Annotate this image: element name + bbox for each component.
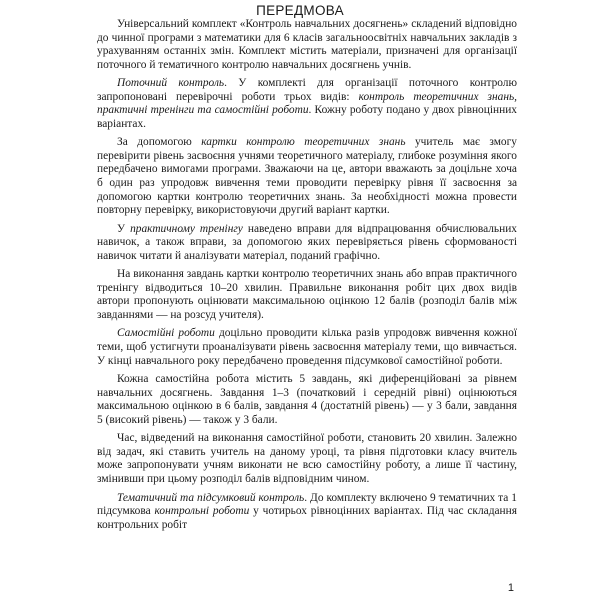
text-run: контрольні роботи <box>154 505 250 518</box>
paragraph-practical-training <box>97 223 517 264</box>
text-run: контроль теоретичних знань, практичні тренінги та самостійні роботи <box>97 90 518 117</box>
preface-body <box>97 18 517 532</box>
text-run: На виконання завдань картки контролю теоретичних знань або вправ практичного тренінгу відводиться 10–20 хвилин. Правильне виконання робіт цих двох видів автори пропонують оцінювати максимальною оцінкою 12 балів (розподіл балів між завданнями — на розсуд учителя). <box>97 268 517 321</box>
text-run: практичному тренінгу <box>130 222 243 235</box>
text-run: картки контролю теоретичних знань <box>201 136 406 149</box>
text-run: Поточний контроль <box>117 77 225 90</box>
text-run: доцільно проводити кілька разів упродовж вивчення кожної теми, щоб устигнути проаналізувати рівень засвоєння матеріалу теми, що вивчається. У кінці навчального року передбачено проведення підсумкової самостійної роботи. <box>97 327 517 367</box>
paragraph-current-control <box>97 77 517 131</box>
text-run: У <box>117 222 131 235</box>
paragraph-intro <box>97 18 517 72</box>
paragraph-thematic-control <box>97 492 517 533</box>
text-run: учитель має змогу перевірити рівень засвоєння учнями теоретичного матеріалу, глибоке розуміння якого передбачено вимогами програми. Зважаючи на це, автори вважають за доцільне хоча б один раз упродовж вивчення теми проводити перевірку рівня її засвоєння за допомогою картки контролю теоретичних знань. За необхідності можна провести повторну перевірку, використовуючи другий варіант картки. <box>97 136 517 217</box>
text-run: Кожна самостійна робота містить 5 завдань, які диференційовані за рівнем навчальних досягнень. Завдання 1–3 (початковий і середній рівні) оцінюються максимальною оцінкою в 6 балів, завдання 4 (достатній рівень) — у 3 бали, завдання 5 (високий рівень) — також у 3 бали. <box>97 373 517 426</box>
text-run: Тематичний та підсумковий контроль <box>117 491 305 504</box>
text-run: у чотирьох рівноцінних варіантах. Під час складання контрольних робіт <box>97 505 517 531</box>
text-run: Універсальний комплект «Контроль навчальних досягнень» складений відповідно до чинної програми з математики для 6 класів загальноосвітніх навчальних закладів з урахуванням останніх змін. Комплект містить матеріали, призначені для організації поточного й тематичного контролю навчальних досягнень учнів. <box>97 18 517 71</box>
text-run: Самостійні роботи <box>117 327 215 340</box>
text-run: наведено вправи для відпрацювання обчислювальних навичок, а також вправи, за допомогою яких перевіряється рівень сформованості навичок читати й аналізувати матеріал, поданий графічно. <box>97 222 518 262</box>
text-run: Час, відведений на виконання самостійної роботи, становить 20 хвилин. Залежно від задач, які ставить учитель на даному уроці, та рівня підготовки класу вчитель може запропонувати учням виконати не всю самостійну роботу, а лише її частину, змінивши при цьому розподіл балів відповідним чином. <box>97 432 517 485</box>
text-run: . Кожну роботу подано у двох рівноцінних варіантах. <box>97 104 517 130</box>
paragraph-timing-grading <box>97 268 517 322</box>
page-number: 1 <box>507 582 514 594</box>
text-run: . До комплекту включено 9 тематичних та 1 підсумкова <box>97 491 517 518</box>
paragraph-independent-work <box>97 327 517 368</box>
text-run: За допомогою <box>117 136 202 149</box>
paragraph-five-tasks <box>97 373 517 427</box>
paragraph-time-allocation <box>97 432 517 486</box>
text-run: . У комплекті для організації поточного контролю запропоновані перевірочні роботи трьох видів: <box>97 77 517 103</box>
paragraph-theory-card <box>97 136 517 217</box>
page-title: ПЕРЕДМОВА <box>256 3 344 18</box>
